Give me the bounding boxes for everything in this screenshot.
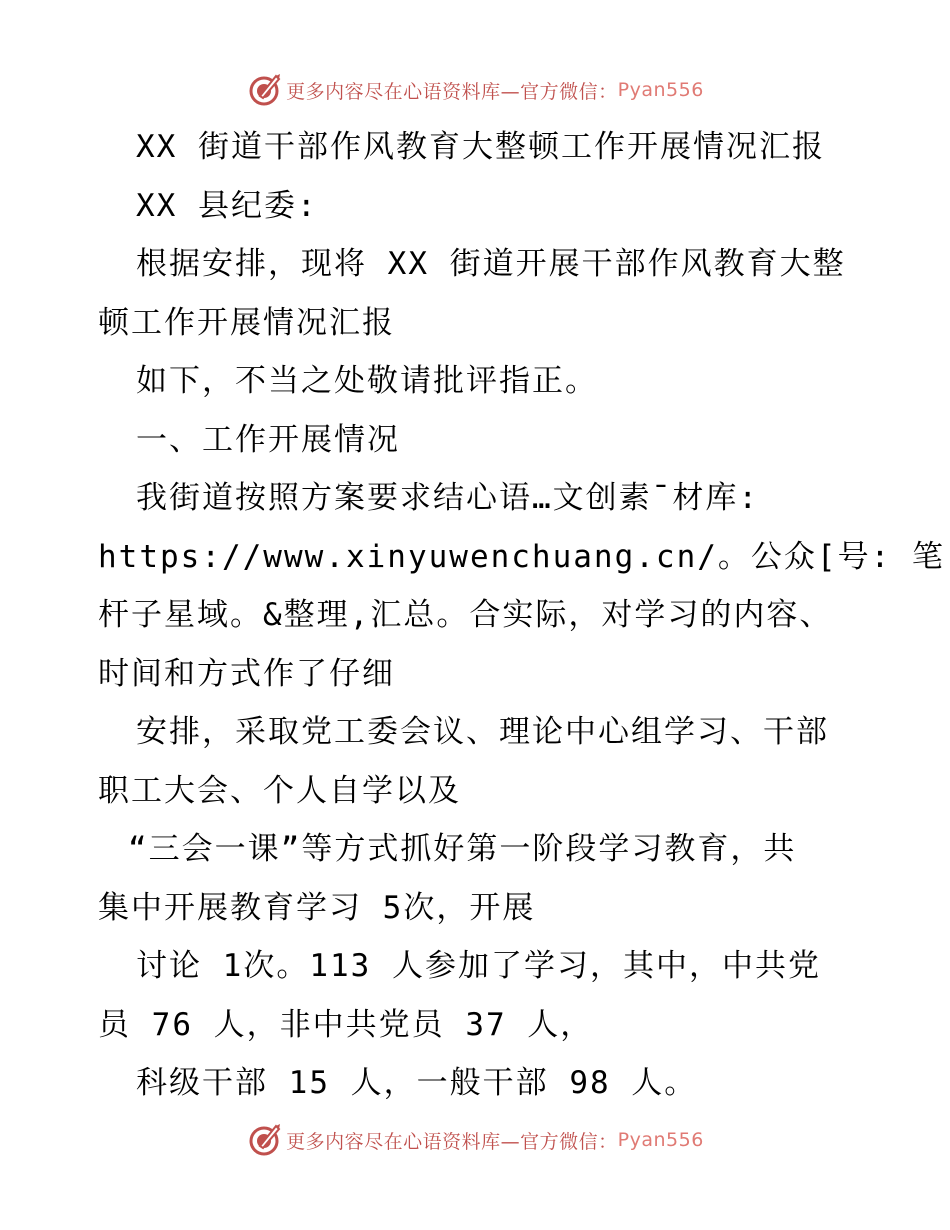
watermark-account: Pyan556 [617, 1129, 704, 1151]
paragraph-line: 如下，不当之处敬请批评指正。 [136, 363, 598, 399]
paragraph-line: 根据安排，现将 XX 街道开展干部作风教育大整 [136, 246, 846, 282]
document-recipient: XX 县纪委: [136, 187, 318, 224]
watermark-text: 更多内容尽在心语资料库—官方微信： [286, 80, 618, 103]
quill-logo-icon [246, 72, 282, 108]
document-title: XX 街道干部作风教育大整顿工作开展情况汇报 [136, 129, 825, 165]
watermark-account: Pyan556 [617, 79, 704, 101]
footer-watermark [0, 1120, 950, 1160]
section-heading: 一、工作开展情况 [136, 421, 400, 458]
paragraph-line: 顿工作开展情况汇报 [98, 304, 395, 341]
paragraph-line: 讨论 1次。113 人参加了学习，其中，中共党 [136, 948, 821, 984]
paragraph-line: 科级干部 15 人，一般干部 98 人。 [136, 1065, 698, 1101]
paragraph-line: https://www.xinyuwenchuang.cn/。公众[号: 笔 [98, 538, 945, 575]
paragraph-line: 时间和方式作了仔细 [98, 655, 395, 692]
paragraph-line: 安排，采取党工委会议、理论中心组学习、干部 [136, 714, 829, 750]
paragraph-line: 杆子星域。&整理,汇总。合实际，对学习的内容、 [98, 597, 833, 633]
paragraph-line: 我街道按照方案要求结心语…文创素¯材库: [136, 480, 759, 516]
paragraph-line: 员 76 人，非中共党员 37 人， [98, 1006, 594, 1043]
watermark-text: 更多内容尽在心语资料库—官方微信： [286, 1130, 618, 1153]
paragraph-line: 集中开展教育学习 5次，开展 [98, 889, 536, 926]
header-watermark [0, 70, 950, 110]
paragraph-line: “三会一课”等方式抓好第一阶段学习教育，共 [128, 831, 797, 867]
quill-logo-icon [246, 1122, 282, 1158]
paragraph-line: 职工大会、个人自学以及 [98, 772, 461, 809]
document-body [98, 118, 945, 1113]
